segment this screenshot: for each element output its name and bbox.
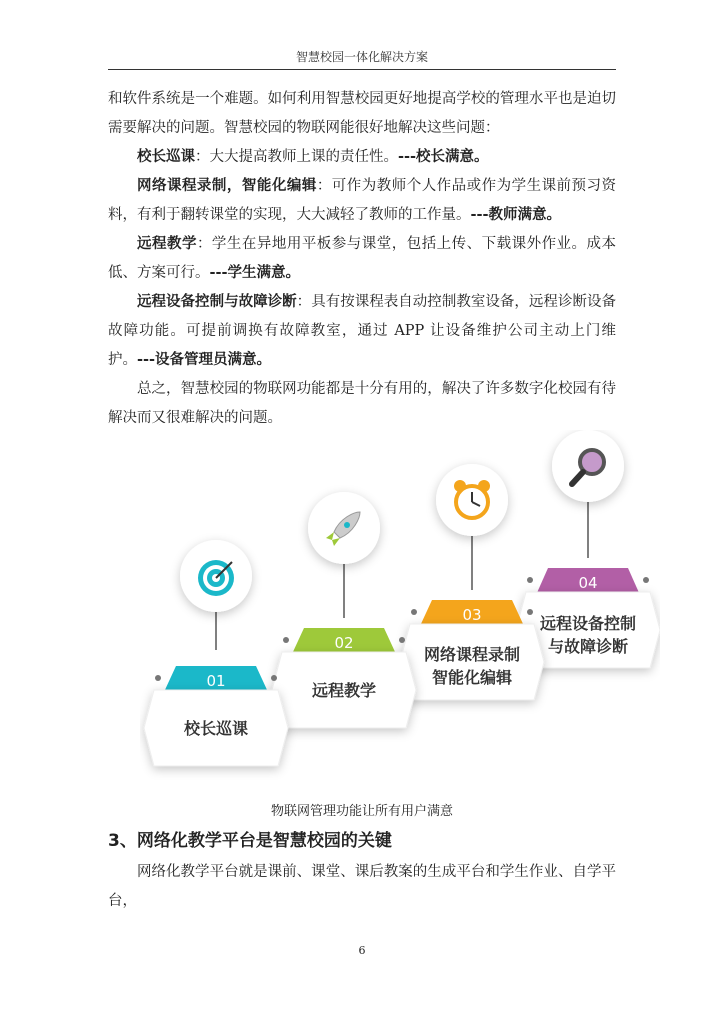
intro-paragraph: 和软件系统是一个难题。如何利用智慧校园更好地提高学校的管理水平也是迫切需要解决的问题。智慧校园的物联网能很好地解决这些问题： bbox=[108, 91, 616, 136]
point-principal: 校长巡课：大大提高教师上课的责任性。---校长满意。 bbox=[137, 149, 489, 165]
point-title: 远程教学 bbox=[137, 236, 197, 252]
step-number: 04 bbox=[578, 574, 598, 592]
figure-caption: 物联网管理功能让所有用户满意 bbox=[270, 804, 453, 819]
step-number: 02 bbox=[334, 634, 354, 652]
section-heading: 3、网络化教学平台是智慧校园的关键 bbox=[108, 831, 392, 851]
step-number: 03 bbox=[462, 606, 482, 624]
summary-paragraph: 总之，智慧校园的物联网功能都是十分有用的，解决了许多数字化校园有待解决而又很难解决的问题。 bbox=[108, 381, 616, 426]
alarm-clock-icon bbox=[454, 480, 490, 518]
step-01 bbox=[144, 540, 288, 766]
point-body: 大大提高教师上课的责任性。 bbox=[209, 149, 398, 165]
step-04 bbox=[516, 430, 660, 668]
iot-steps-infographic bbox=[140, 430, 660, 780]
point-body: 可作为教师个人作品或作为学生课前预习资料，有利于翻转课堂的实现，大大减轻了教师的工作量。 bbox=[108, 178, 617, 223]
step-label-line1: 网络课程录制 bbox=[423, 645, 521, 664]
point-title: 校长巡课 bbox=[137, 149, 195, 165]
step-03 bbox=[400, 464, 544, 700]
point-result: ---教师满意。 bbox=[470, 207, 562, 223]
point-device-control: 远程设备控制与故障诊断：具有按课程表自动控制教室设备，远程诊断设备故障功能。可提前调换有故障教室，通过 APP 让设备维护公司主动上门维护。---设备管理员满意。 bbox=[108, 294, 616, 368]
step-label-line1: 远程设备控制 bbox=[539, 614, 637, 633]
point-remote-teaching: 远程教学：学生在异地用平板参与课堂，包括上传、下载课外作业。成本低、方案可行。---学生满意。 bbox=[108, 236, 617, 281]
point-title: 远程设备控制与故障诊断 bbox=[137, 294, 297, 310]
step-label-line2: 智能化编辑 bbox=[431, 668, 513, 687]
point-result: ---设备管理员满意。 bbox=[137, 352, 272, 368]
section-paragraph: 网络化教学平台就是课前、课堂、课后教案的生成平台和学生作业、自学平台， bbox=[108, 864, 616, 909]
step-label-line1: 校长巡课 bbox=[183, 719, 249, 738]
step-label-line1: 远程教学 bbox=[311, 681, 377, 700]
step-02 bbox=[272, 492, 416, 728]
body-text bbox=[108, 85, 616, 433]
point-result: ---校长满意。 bbox=[398, 149, 489, 165]
page-header: 智慧校园一体化解决方案 bbox=[108, 48, 616, 70]
point-course-recording: 网络课程录制，智能化编辑：可作为教师个人作品或作为学生课前预习资料，有利于翻转课堂的实现，大大减轻了教师的工作量。---教师满意。 bbox=[108, 178, 617, 223]
page-number: 6 bbox=[358, 944, 366, 957]
target-icon bbox=[198, 560, 234, 596]
point-title: 网络课程录制，智能化编辑 bbox=[137, 178, 317, 194]
section-body bbox=[108, 858, 616, 916]
point-result: ---学生满意。 bbox=[209, 265, 301, 281]
step-label-line2: 与故障诊断 bbox=[547, 637, 629, 656]
point-body: 学生在异地用平板参与课堂，包括上传、下载课外作业。成本低、方案可行。 bbox=[108, 236, 617, 281]
point-body: 具有按课程表自动控制教室设备，远程诊断设备故障功能。可提前调换有故障教室，通过 APP 让设备维护公司主动上门维护。 bbox=[108, 294, 616, 368]
step-number: 01 bbox=[206, 672, 226, 690]
infographic-svg bbox=[140, 430, 660, 780]
